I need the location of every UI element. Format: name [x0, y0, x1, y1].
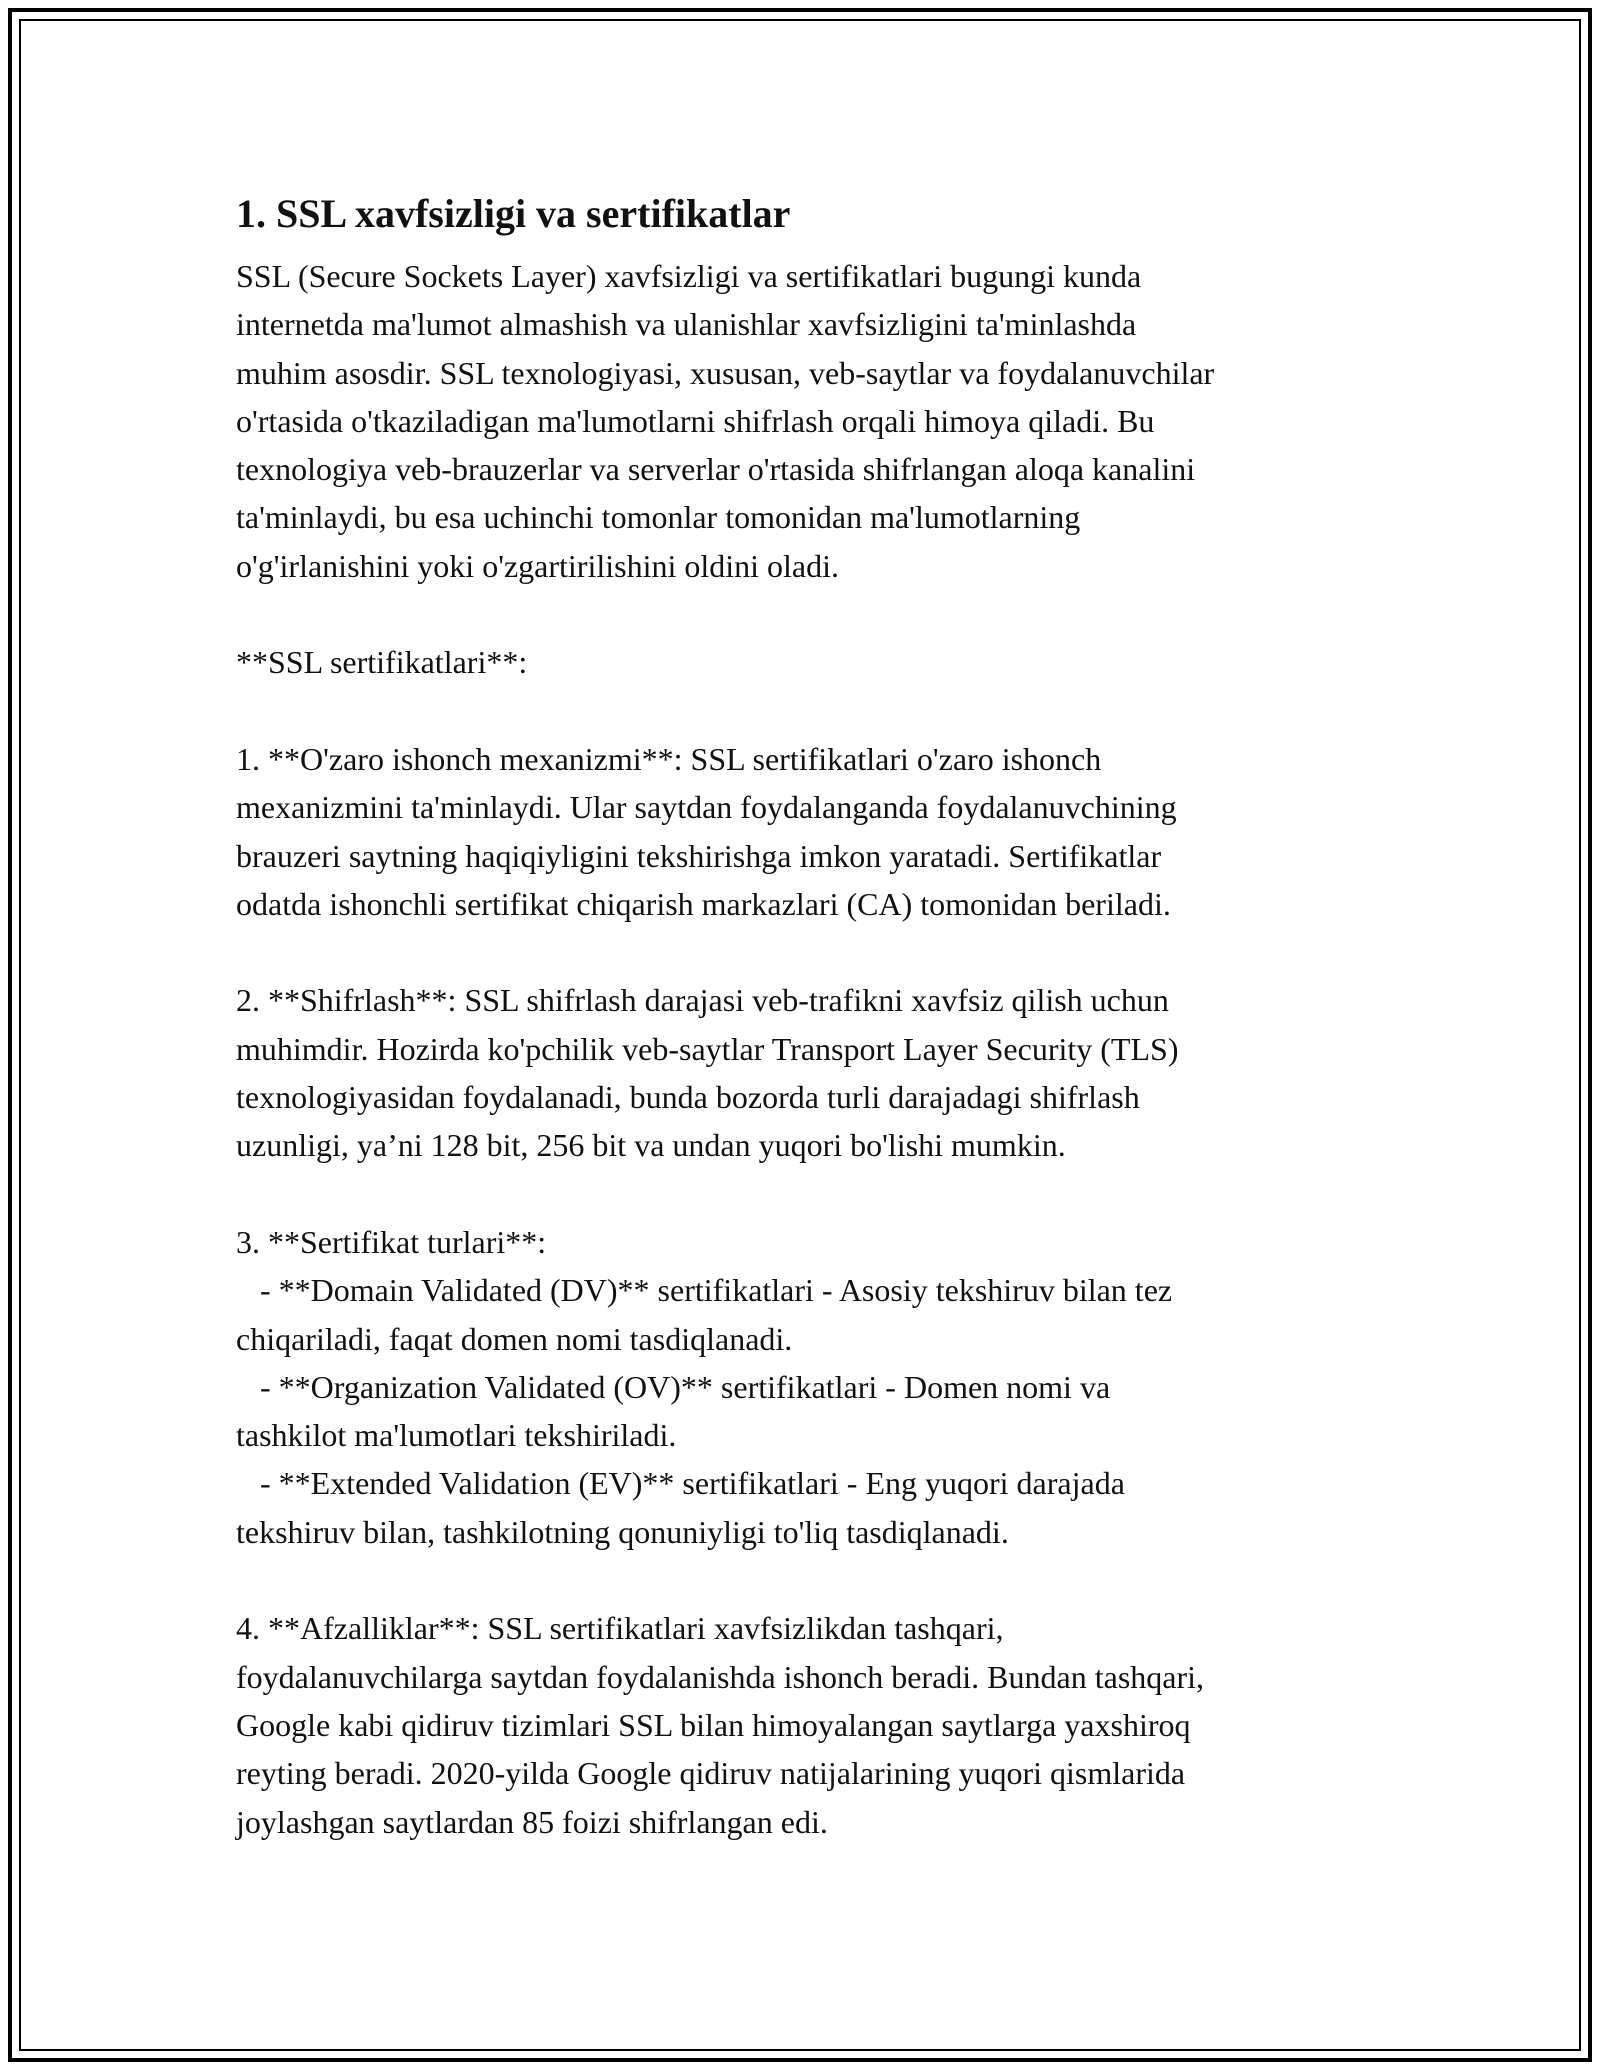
document-title: 1. SSL xavfsizligi va sertifikatlar: [236, 191, 791, 236]
document-content: [236, 182, 1386, 1846]
document-body: SSL (Secure Sockets Layer) xavfsizligi va sertifikatlari bugungi kunda internetda ma'lumot almashish va ulanishlar xavfsizligini ta'minlashda muhim asosdir. SSL texnologiyasi, xususan, veb-saytlar va foydalanuvchilar o'rtasida o'tkaziladigan ma'lumotlarni shifrlash orqali himoya qiladi. Bu texnologiya veb-brauzerlar va serverlar o'rtasida shifrlangan aloqa kanalini ta'minlaydi, bu esa uchinchi tomonlar tomonidan ma'lumotlarning o'g'irlanishini yoki o'zgartirilishini oldini oladi. **SSL sertifikatlari**: 1. **O'zaro ishonch mexanizmi**: SSL sertifikatlari o'zaro ishonch mexanizmini ta'minlaydi. Ular saytdan foydalanganda foydalanuvchining brauzeri saytning haqiqiyligini tekshirishga imkon yaratadi. Sertifikatlar odatda ishonchli sertifikat chiqarish markazlari (CA) tomonidan beriladi. 2. **Shifrlash**: SSL shifrlash darajasi veb-trafikni xavfsiz qilish uchun muhimdir. Hozirda ko'pchilik veb-saytlar Transport Layer Security (TLS) texnologiyasidan foydalanadi, bunda bozorda turli darajadagi shifrlash uzunligi, ya’ni 128 bit, 256 bit va undan yuqori bo'lishi mumkin. 3. **Sertifikat turlari**: - **Domain Validated (DV)** sertifikatlari - Asosiy tekshiruv bilan tez chiqariladi, faqat domen nomi tasdiqlanadi. - **Organization Validated (OV)** sertifikatlari - Domen nomi va tashkilot ma'lumotlari tekshiriladi. - **Extended Validation (EV)** sertifikatlari - Eng yuqori darajada tekshiruv bilan, tashkilotning qonuniyligi to'liq tasdiqlanadi. 4. **Afzalliklar**: SSL sertifikatlari xavfsizlikdan tashqari, foydalanuvchilarga saytdan foydalanishda ishonch beradi. Bundan tashqari, Google kabi qidiruv tizimlari SSL bilan himoyalangan saytlarga yaxshiroq reyting beradi. 2020-yilda Google qidiruv natijalarining yuqori qismlarida joylashgan saytlardan 85 foizi shifrlangan edi.: [236, 258, 1215, 1840]
